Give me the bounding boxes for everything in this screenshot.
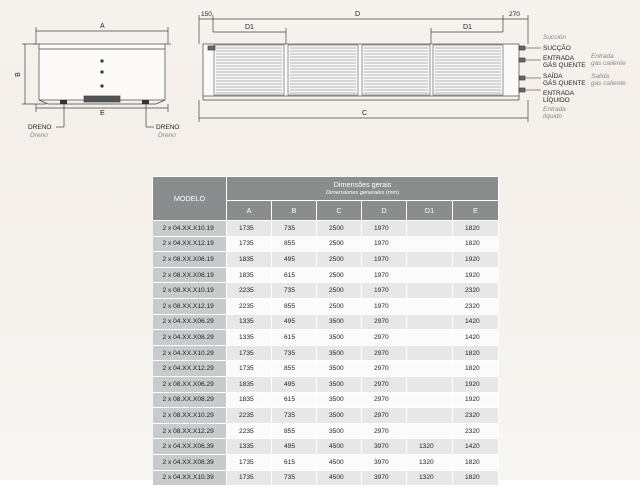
- dim-cell-b: 495: [272, 376, 317, 392]
- dim-cell-a: 1835: [227, 252, 272, 268]
- dim-cell-c: 4500: [317, 470, 362, 486]
- dim-cell-c: 3500: [317, 330, 362, 346]
- dim-cell-d: 1970: [362, 252, 407, 268]
- model-cell: 2 x 04.XX.X10.19: [153, 221, 227, 237]
- table-row: [153, 267, 499, 283]
- column-header-c: C: [317, 201, 362, 221]
- dim-cell-b: 615: [272, 454, 317, 470]
- dim-cell-c: 2500: [317, 267, 362, 283]
- dim-cell-d: 2970: [362, 392, 407, 408]
- table-body: [153, 221, 499, 486]
- dim-cell-d: 3970: [362, 439, 407, 455]
- dim-cell-e: 1420: [453, 330, 499, 346]
- table-row: [153, 376, 499, 392]
- dim-cell-b: 615: [272, 267, 317, 283]
- model-cell: 2 x 04.XX.X06.39: [153, 439, 227, 455]
- dim-d-label: D: [355, 11, 361, 18]
- column-header-d1: D1: [407, 201, 453, 221]
- table-row: [153, 439, 499, 455]
- dim-cell-a: 1735: [227, 470, 272, 486]
- dim-cell-b: 855: [272, 423, 317, 439]
- dim-cell-c: 3500: [317, 361, 362, 377]
- dim-cell-a: 1335: [227, 330, 272, 346]
- model-cell: 2 x 04.XX.X10.39: [153, 470, 227, 486]
- dim-cell-b: 855: [272, 361, 317, 377]
- dim-cell-e: 1820: [453, 236, 499, 252]
- dim-cell-d: 1970: [362, 298, 407, 314]
- hotgas-out-label-2: GÁS QUENTE: [543, 80, 586, 87]
- dimensions-group-title-es: Dimensiones generales: [325, 189, 385, 196]
- dimensions-unit: (mm): [386, 189, 400, 196]
- dim-cell-a: 1735: [227, 345, 272, 361]
- dim-cell-d1: 1320: [407, 470, 453, 486]
- dim-cell-d: 3970: [362, 454, 407, 470]
- model-cell: 2 x 04.XX.X08.29: [153, 330, 227, 346]
- dimensions-table: [152, 176, 499, 486]
- hotgas-out-es-1: Salida: [591, 73, 610, 80]
- dim-cell-d1: [407, 267, 453, 283]
- dim-cell-e: 2320: [453, 408, 499, 424]
- dim-cell-c: 4500: [317, 454, 362, 470]
- dim-cell-c: 3500: [317, 314, 362, 330]
- table-row: [153, 283, 499, 299]
- dim-cell-d: 2970: [362, 423, 407, 439]
- dim-cell-e: 1820: [453, 221, 499, 237]
- model-cell: 2 x 08.XX.X08.29: [153, 392, 227, 408]
- dim-cell-a: 1835: [227, 376, 272, 392]
- dim-cell-b: 855: [272, 298, 317, 314]
- dim-cell-b: 735: [272, 408, 317, 424]
- dim-cell-e: 1820: [453, 345, 499, 361]
- dim-cell-c: 2500: [317, 283, 362, 299]
- dim-cell-d1: [407, 408, 453, 424]
- table-row: [153, 330, 499, 346]
- table-row: [153, 345, 499, 361]
- dim-cell-a: 2235: [227, 283, 272, 299]
- dim-c-label: C: [362, 110, 368, 117]
- hotgas-in-label-2: GÁS QUENTE: [543, 62, 586, 69]
- dim-cell-d: 1970: [362, 283, 407, 299]
- dim-cell-b: 735: [272, 283, 317, 299]
- table-row: [153, 408, 499, 424]
- table-row: [153, 470, 499, 486]
- dimensions-group-title: Dimensões gerais: [333, 179, 392, 189]
- dim-cell-e: 2320: [453, 283, 499, 299]
- dim-cell-a: 1735: [227, 361, 272, 377]
- dim-cell-a: 1335: [227, 314, 272, 330]
- hotgas-in-label-1: ENTRADA: [543, 55, 575, 62]
- dim-cell-a: 2235: [227, 408, 272, 424]
- dim-cell-b: 615: [272, 392, 317, 408]
- dim-270-label: 270: [509, 11, 520, 18]
- model-cell: 2 x 04.XX.X12.29: [153, 361, 227, 377]
- liquid-in-label-1: ENTRADA: [543, 90, 575, 97]
- dim-cell-c: 2500: [317, 298, 362, 314]
- dim-cell-c: 2500: [317, 252, 362, 268]
- liquid-in-label-2: LÍQUIDO: [543, 97, 570, 104]
- dim-cell-b: 735: [272, 221, 317, 237]
- model-cell: 2 x 04.XX.X12.19: [153, 236, 227, 252]
- dim-cell-e: 1820: [453, 454, 499, 470]
- table-row: [153, 221, 499, 237]
- model-cell: 2 x 08.XX.X06.29: [153, 376, 227, 392]
- dim-cell-d1: [407, 330, 453, 346]
- dim-cell-d: 2970: [362, 408, 407, 424]
- dim-cell-c: 2500: [317, 221, 362, 237]
- dim-cell-d: 2970: [362, 361, 407, 377]
- dim-cell-e: 1420: [453, 439, 499, 455]
- dim-cell-a: 1835: [227, 392, 272, 408]
- dim-cell-d: 2970: [362, 345, 407, 361]
- dim-d1-right-label: D1: [463, 24, 472, 31]
- dim-cell-d1: [407, 283, 453, 299]
- suction-es-label: Succión: [543, 34, 567, 41]
- dim-e-label: E: [100, 110, 105, 117]
- dim-cell-d1: [407, 252, 453, 268]
- dim-cell-d1: [407, 376, 453, 392]
- drain-left-es-label: Dreno: [30, 132, 48, 139]
- dim-cell-b: 615: [272, 330, 317, 346]
- dim-cell-c: 3500: [317, 376, 362, 392]
- dim-cell-b: 495: [272, 252, 317, 268]
- dimensions-group-header: [227, 177, 499, 201]
- suction-label: SUCÇÃO: [543, 45, 571, 52]
- dim-cell-c: 2500: [317, 236, 362, 252]
- dim-cell-b: 495: [272, 439, 317, 455]
- dim-cell-d1: [407, 345, 453, 361]
- dim-cell-a: 1735: [227, 221, 272, 237]
- liquid-in-es-2: líquido: [543, 113, 563, 120]
- dim-cell-d1: [407, 392, 453, 408]
- dim-cell-e: 1820: [453, 361, 499, 377]
- model-cell: 2 x 08.XX.X12.29: [153, 423, 227, 439]
- drain-right-es-label: Dreno: [158, 132, 176, 139]
- dim-cell-c: 3500: [317, 423, 362, 439]
- dim-cell-e: 2320: [453, 298, 499, 314]
- table-row: [153, 236, 499, 252]
- dim-cell-d: 1970: [362, 236, 407, 252]
- dim-cell-a: 2235: [227, 423, 272, 439]
- dim-cell-e: 1920: [453, 267, 499, 283]
- model-cell: 2 x 08.XX.X12.19: [153, 298, 227, 314]
- dim-cell-d1: [407, 236, 453, 252]
- table-row: [153, 252, 499, 268]
- drain-right-label: DRENO: [156, 124, 180, 131]
- dim-cell-d1: [407, 423, 453, 439]
- drain-left-label: DRENO: [28, 124, 52, 131]
- model-cell: 2 x 04.XX.X06.29: [153, 314, 227, 330]
- dim-cell-e: 1920: [453, 252, 499, 268]
- hotgas-in-es-1: Entrada: [591, 53, 614, 60]
- model-cell: 2 x 08.XX.X06.19: [153, 252, 227, 268]
- liquid-in-es-1: Entrada: [543, 106, 566, 113]
- dim-cell-a: 2235: [227, 298, 272, 314]
- model-cell: 2 x 08.XX.X08.19: [153, 267, 227, 283]
- dim-cell-d: 1970: [362, 267, 407, 283]
- dim-cell-c: 4500: [317, 439, 362, 455]
- dim-cell-e: 2320: [453, 423, 499, 439]
- model-cell: 2 x 08.XX.X10.19: [153, 283, 227, 299]
- dim-cell-d1: [407, 221, 453, 237]
- dim-cell-c: 3500: [317, 345, 362, 361]
- table-row: [153, 392, 499, 408]
- dim-cell-d: 2970: [362, 314, 407, 330]
- model-cell: 2 x 04.XX.X08.39: [153, 454, 227, 470]
- model-column-header: MODELO: [153, 177, 227, 221]
- hotgas-out-es-2: gas caliente: [591, 80, 626, 87]
- dim-cell-b: 495: [272, 314, 317, 330]
- dim-cell-e: 1920: [453, 376, 499, 392]
- dim-cell-d: 2970: [362, 376, 407, 392]
- dim-cell-d: 2970: [362, 330, 407, 346]
- dim-cell-c: 3500: [317, 392, 362, 408]
- dim-cell-e: 1420: [453, 314, 499, 330]
- dim-cell-a: 1835: [227, 267, 272, 283]
- dim-cell-c: 3500: [317, 408, 362, 424]
- dim-cell-a: 1735: [227, 236, 272, 252]
- dim-cell-a: 1735: [227, 454, 272, 470]
- dim-cell-d: 1970: [362, 221, 407, 237]
- model-cell: 2 x 04.XX.X10.29: [153, 345, 227, 361]
- table-row: [153, 314, 499, 330]
- hotgas-in-es-2: gas caliente: [591, 60, 626, 67]
- dim-cell-b: 735: [272, 470, 317, 486]
- model-cell: 2 x 08.XX.X10.29: [153, 408, 227, 424]
- dim-cell-b: 855: [272, 236, 317, 252]
- table-row: [153, 361, 499, 377]
- dim-cell-d1: [407, 298, 453, 314]
- dim-cell-d1: 1320: [407, 439, 453, 455]
- dim-cell-d1: 1320: [407, 454, 453, 470]
- dim-d1-left-label: D1: [245, 24, 254, 31]
- table-row: [153, 423, 499, 439]
- column-header-a: A: [227, 201, 272, 221]
- dim-150-label: 150: [201, 11, 212, 18]
- dim-cell-b: 735: [272, 345, 317, 361]
- dim-a-label: A: [100, 23, 105, 30]
- column-header-d: D: [362, 201, 407, 221]
- dim-cell-d1: [407, 314, 453, 330]
- column-header-b: B: [272, 201, 317, 221]
- table-row: [153, 454, 499, 470]
- dim-cell-d1: [407, 361, 453, 377]
- column-header-e: E: [453, 201, 499, 221]
- dim-cell-e: 1820: [453, 470, 499, 486]
- dim-cell-d: 3970: [362, 470, 407, 486]
- dim-b-label: B: [14, 72, 22, 77]
- table-row: [153, 298, 499, 314]
- dim-cell-a: 1335: [227, 439, 272, 455]
- dim-cell-e: 1920: [453, 392, 499, 408]
- hotgas-out-label-1: SAÍDA: [543, 73, 563, 80]
